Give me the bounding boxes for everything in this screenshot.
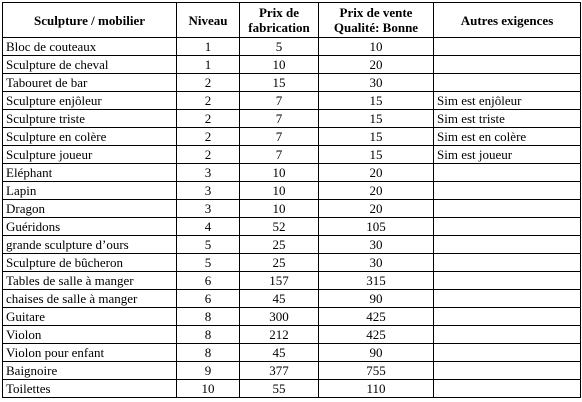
cell-autres-exigences [434,326,581,344]
cell-autres-exigences [434,200,581,218]
cell-autres-exigences: Sim est enjôleur [434,92,581,110]
cell-prix-fabrication: 5 [240,38,319,56]
cell-prix-vente: 20 [319,182,434,200]
cell-item-name: Lapin [3,182,177,200]
header-line: Qualité: Bonne [333,20,419,35]
table-row [3,218,581,236]
cell-autres-exigences [434,182,581,200]
cell-prix-fabrication: 52 [240,218,319,236]
cell-prix-vente: 15 [319,92,434,110]
table-row [3,128,581,146]
cell-autres-exigences [434,308,581,326]
cell-autres-exigences [434,236,581,254]
table-header-row [3,3,581,38]
cell-autres-exigences [434,56,581,74]
cell-prix-fabrication: 157 [240,272,319,290]
header-niveau [177,3,240,38]
cell-niveau: 1 [177,56,240,74]
cell-prix-vente: 15 [319,146,434,164]
cell-item-name: Bloc de couteaux [3,38,177,56]
table-row [3,290,581,308]
cell-item-name: Eléphant [3,164,177,182]
cell-autres-exigences [434,272,581,290]
cell-niveau: 8 [177,326,240,344]
cell-niveau: 6 [177,272,240,290]
cell-autres-exigences [434,362,581,380]
header-line: Sculpture / mobilier [34,12,145,28]
cell-prix-fabrication: 10 [240,200,319,218]
table-row [3,308,581,326]
header-line: Prix de [258,5,300,20]
table-row [3,38,581,56]
cell-prix-fabrication: 377 [240,362,319,380]
cell-item-name: Violon pour enfant [3,344,177,362]
header-line: Niveau [188,12,228,28]
cell-autres-exigences [434,254,581,272]
table-row [3,272,581,290]
table-row [3,92,581,110]
cell-item-name: Tabouret de bar [3,74,177,92]
header-line: Autres exigences [460,12,554,28]
table-row [3,326,581,344]
cell-niveau: 4 [177,218,240,236]
cell-item-name: Guéridons [3,218,177,236]
cell-prix-fabrication: 45 [240,290,319,308]
cell-item-name: Baignoire [3,362,177,380]
cell-niveau: 1 [177,38,240,56]
cell-niveau: 2 [177,92,240,110]
header-prix-vente [319,3,434,38]
cell-autres-exigences [434,380,581,398]
cell-niveau: 8 [177,308,240,326]
cell-item-name: Dragon [3,200,177,218]
cell-autres-exigences [434,290,581,308]
cell-prix-vente: 30 [319,74,434,92]
cell-niveau: 5 [177,236,240,254]
cell-item-name: chaises de salle à manger [3,290,177,308]
cell-niveau: 2 [177,128,240,146]
cell-niveau: 6 [177,290,240,308]
header-prix-fabrication [240,3,319,38]
cell-item-name: Sculpture triste [3,110,177,128]
table-body [3,38,581,398]
table-row [3,362,581,380]
table-row [3,146,581,164]
cell-prix-vente: 315 [319,272,434,290]
cell-autres-exigences: Sim est joueur [434,146,581,164]
cell-niveau: 8 [177,344,240,362]
cell-prix-fabrication: 10 [240,56,319,74]
table-row [3,236,581,254]
cell-niveau: 2 [177,74,240,92]
cell-prix-fabrication: 212 [240,326,319,344]
cell-prix-fabrication: 25 [240,254,319,272]
cell-prix-vente: 15 [319,110,434,128]
cell-item-name: Sculpture de bûcheron [3,254,177,272]
cell-autres-exigences [434,344,581,362]
cell-item-name: Toilettes [3,380,177,398]
cell-prix-vente: 30 [319,236,434,254]
cell-autres-exigences: Sim est en colère [434,128,581,146]
cell-prix-fabrication: 25 [240,236,319,254]
table-row [3,74,581,92]
cell-autres-exigences [434,38,581,56]
cell-prix-fabrication: 10 [240,164,319,182]
cell-prix-vente: 110 [319,380,434,398]
cell-item-name: Sculpture de cheval [3,56,177,74]
cell-prix-fabrication: 7 [240,110,319,128]
table-row [3,110,581,128]
cell-niveau: 9 [177,362,240,380]
cell-niveau: 3 [177,164,240,182]
cell-item-name: Sculpture en colère [3,128,177,146]
cell-prix-fabrication: 7 [240,92,319,110]
header-line: fabrication [248,20,310,35]
cell-prix-vente: 90 [319,290,434,308]
cell-prix-fabrication: 300 [240,308,319,326]
header-autres-exigences [434,3,581,38]
cell-prix-vente: 20 [319,164,434,182]
cell-prix-vente: 30 [319,254,434,272]
cell-item-name: Guitare [3,308,177,326]
cell-prix-vente: 755 [319,362,434,380]
cell-prix-vente: 105 [319,218,434,236]
header-sculpture-mobilier [3,3,177,38]
cell-prix-fabrication: 15 [240,74,319,92]
cell-niveau: 10 [177,380,240,398]
cell-item-name: Sculpture joueur [3,146,177,164]
table-row [3,164,581,182]
cell-prix-vente: 425 [319,326,434,344]
cell-autres-exigences [434,164,581,182]
cell-prix-vente: 20 [319,200,434,218]
cell-prix-vente: 15 [319,128,434,146]
cell-niveau: 2 [177,110,240,128]
cell-autres-exigences: Sim est triste [434,110,581,128]
table-row [3,380,581,398]
cell-niveau: 5 [177,254,240,272]
cell-prix-fabrication: 45 [240,344,319,362]
cell-niveau: 3 [177,200,240,218]
table-row [3,182,581,200]
cell-item-name: Sculpture enjôleur [3,92,177,110]
cell-prix-vente: 20 [319,56,434,74]
cell-item-name: Violon [3,326,177,344]
cell-prix-fabrication: 10 [240,182,319,200]
sculpture-furniture-table [2,2,581,398]
cell-niveau: 2 [177,146,240,164]
cell-autres-exigences [434,74,581,92]
table-row [3,200,581,218]
cell-item-name: grande sculpture d’ours [3,236,177,254]
table-row [3,56,581,74]
cell-prix-vente: 90 [319,344,434,362]
table-row [3,344,581,362]
cell-prix-vente: 10 [319,38,434,56]
cell-prix-fabrication: 55 [240,380,319,398]
header-line: Prix de vente [339,5,413,20]
cell-autres-exigences [434,218,581,236]
cell-niveau: 3 [177,182,240,200]
cell-prix-fabrication: 7 [240,128,319,146]
cell-item-name: Tables de salle à manger [3,272,177,290]
table-row [3,254,581,272]
cell-prix-fabrication: 7 [240,146,319,164]
cell-prix-vente: 425 [319,308,434,326]
